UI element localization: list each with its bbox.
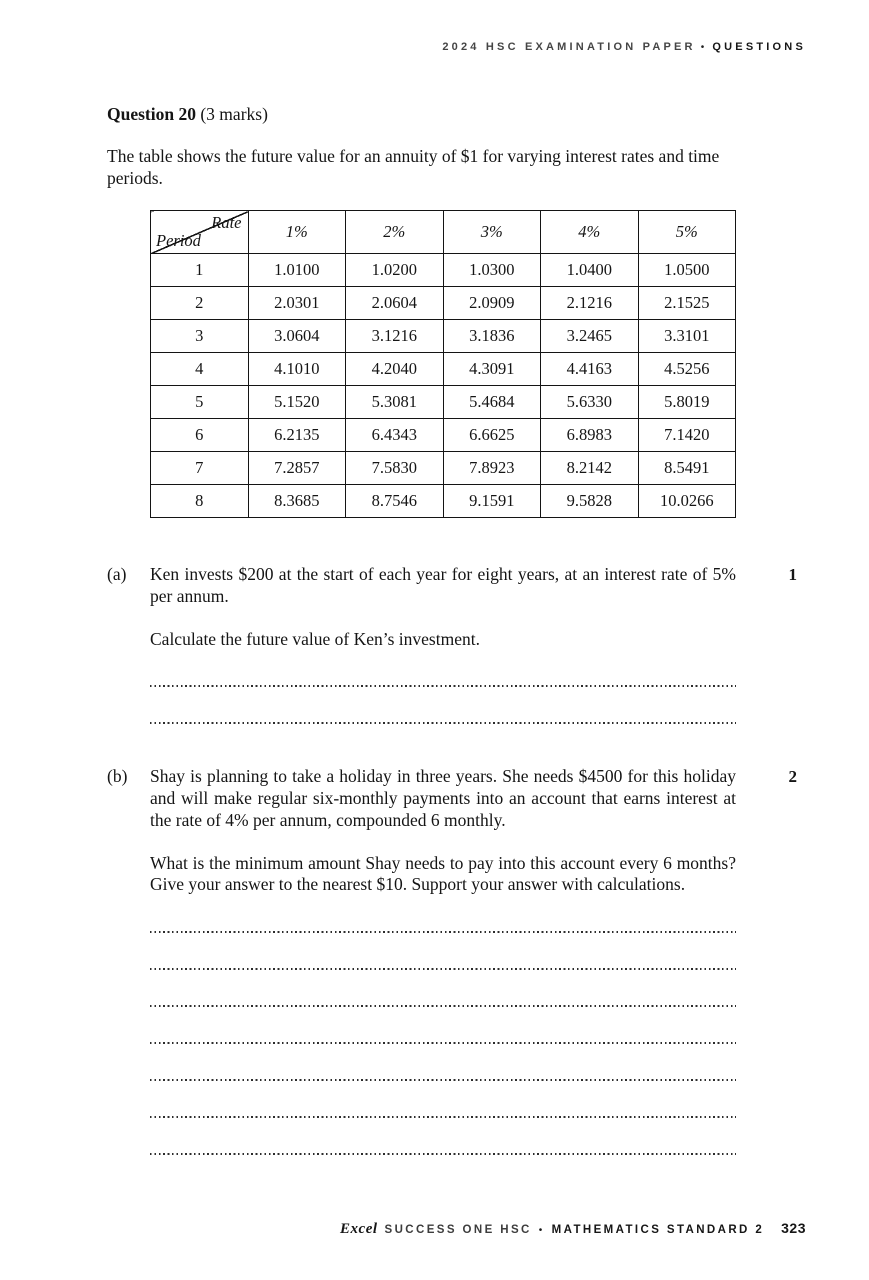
rate-column-header-3: 3% [443,211,541,254]
part-a-question: Calculate the future value of Ken’s investment. [150,628,480,649]
corner-rate-label: Rate [211,213,242,233]
footer-brand: Excel [340,1221,378,1237]
period-cell: 6 [151,419,249,452]
table-header-row [151,211,736,254]
value-cell: 8.5491 [638,452,736,485]
answer-line [150,1007,736,1044]
value-cell: 6.6625 [443,419,541,452]
part-a-text: Ken invests $200 at the start of each year for eight years, at an interest rate of 5% per annum. [150,564,736,607]
value-cell: 3.2465 [541,320,639,353]
question-marks-note: (3 marks) [200,104,268,124]
rate-column-header-4: 4% [541,211,639,254]
value-cell: 9.1591 [443,485,541,518]
answer-line [150,650,736,687]
value-cell: 1.0100 [248,254,346,287]
part-a-body [150,564,736,724]
value-cell: 1.0300 [443,254,541,287]
value-cell: 3.1216 [346,320,444,353]
rate-column-header-1: 1% [248,211,346,254]
part-b-marks: 2 [788,767,797,787]
value-cell: 5.4684 [443,386,541,419]
table-row [151,320,736,353]
annuity-table [150,210,736,518]
answer-line [150,896,736,933]
question-intro: The table shows the future value for an annuity of $1 for varying interest rates and time periods. [107,146,720,188]
part-a-answer-lines [150,650,736,724]
question-title [107,104,801,125]
value-cell: 7.5830 [346,452,444,485]
value-cell: 7.2857 [248,452,346,485]
period-cell: 8 [151,485,249,518]
value-cell: 4.1010 [248,353,346,386]
part-a [107,564,801,724]
rate-column-header-2: 2% [346,211,444,254]
footer-subject: MATHEMATICS STANDARD 2 [551,1224,765,1236]
annuity-table-body [151,254,736,518]
value-cell: 5.8019 [638,386,736,419]
table-row [151,287,736,320]
corner-period-label: Period [156,231,201,251]
table-row [151,386,736,419]
value-cell: 4.3091 [443,353,541,386]
footer-page-number: 323 [781,1220,806,1236]
table-row [151,419,736,452]
period-cell: 7 [151,452,249,485]
value-cell: 8.2142 [541,452,639,485]
period-cell: 4 [151,353,249,386]
value-cell: 4.2040 [346,353,444,386]
answer-line [150,1044,736,1081]
rate-column-header-5: 5% [638,211,736,254]
answer-line [150,970,736,1007]
value-cell: 1.0200 [346,254,444,287]
question-block [107,104,801,1155]
header-bullet-icon: • [700,42,708,53]
value-cell: 2.1216 [541,287,639,320]
value-cell: 1.0400 [541,254,639,287]
part-b [107,766,801,1154]
value-cell: 5.3081 [346,386,444,419]
answer-line [150,933,736,970]
value-cell: 8.3685 [248,485,346,518]
value-cell: 4.5256 [638,353,736,386]
value-cell: 3.0604 [248,320,346,353]
value-cell: 6.8983 [541,419,639,452]
header-section-label: QUESTIONS [712,41,806,53]
part-b-text: Shay is planning to take a holiday in three years. She needs $4500 for this holiday and will make regular six-monthly payments into an account that earns interest at the rate of 4% per annum, compounded 6 monthly. [150,766,736,830]
answer-line [150,687,736,724]
part-b-body [150,766,736,1154]
value-cell: 2.0604 [346,287,444,320]
annuity-table-head [151,211,736,254]
part-b-answer-lines [150,896,736,1155]
period-cell: 1 [151,254,249,287]
value-cell: 7.8923 [443,452,541,485]
part-b-label: (b) [107,766,128,787]
value-cell: 2.1525 [638,287,736,320]
corner-cell [151,211,249,254]
value-cell: 8.7546 [346,485,444,518]
value-cell: 2.0909 [443,287,541,320]
header-paper-title: 2024 HSC EXAMINATION PAPER [442,41,696,53]
question-number: Question 20 [107,104,196,124]
part-a-label: (a) [107,564,127,585]
part-b-question: What is the minimum amount Shay needs to pay into this account every 6 months? Give your answer to the nearest $10. Support your answer with calculations. [150,852,736,895]
footer-series: SUCCESS ONE HSC [384,1224,532,1236]
period-cell: 3 [151,320,249,353]
answer-line [150,1118,736,1155]
table-row [151,353,736,386]
value-cell: 2.0301 [248,287,346,320]
value-cell: 6.4343 [346,419,444,452]
page-header [442,41,806,53]
value-cell: 7.1420 [638,419,736,452]
value-cell: 5.6330 [541,386,639,419]
period-cell: 2 [151,287,249,320]
value-cell: 5.1520 [248,386,346,419]
value-cell: 6.2135 [248,419,346,452]
footer-bullet-icon: • [538,1225,545,1236]
answer-line [150,1081,736,1118]
value-cell: 3.3101 [638,320,736,353]
value-cell: 1.0500 [638,254,736,287]
table-row [151,254,736,287]
value-cell: 9.5828 [541,485,639,518]
page-footer [340,1220,806,1238]
value-cell: 4.4163 [541,353,639,386]
value-cell: 10.0266 [638,485,736,518]
period-cell: 5 [151,386,249,419]
table-row [151,485,736,518]
table-row [151,452,736,485]
part-a-marks: 1 [788,565,797,585]
value-cell: 3.1836 [443,320,541,353]
